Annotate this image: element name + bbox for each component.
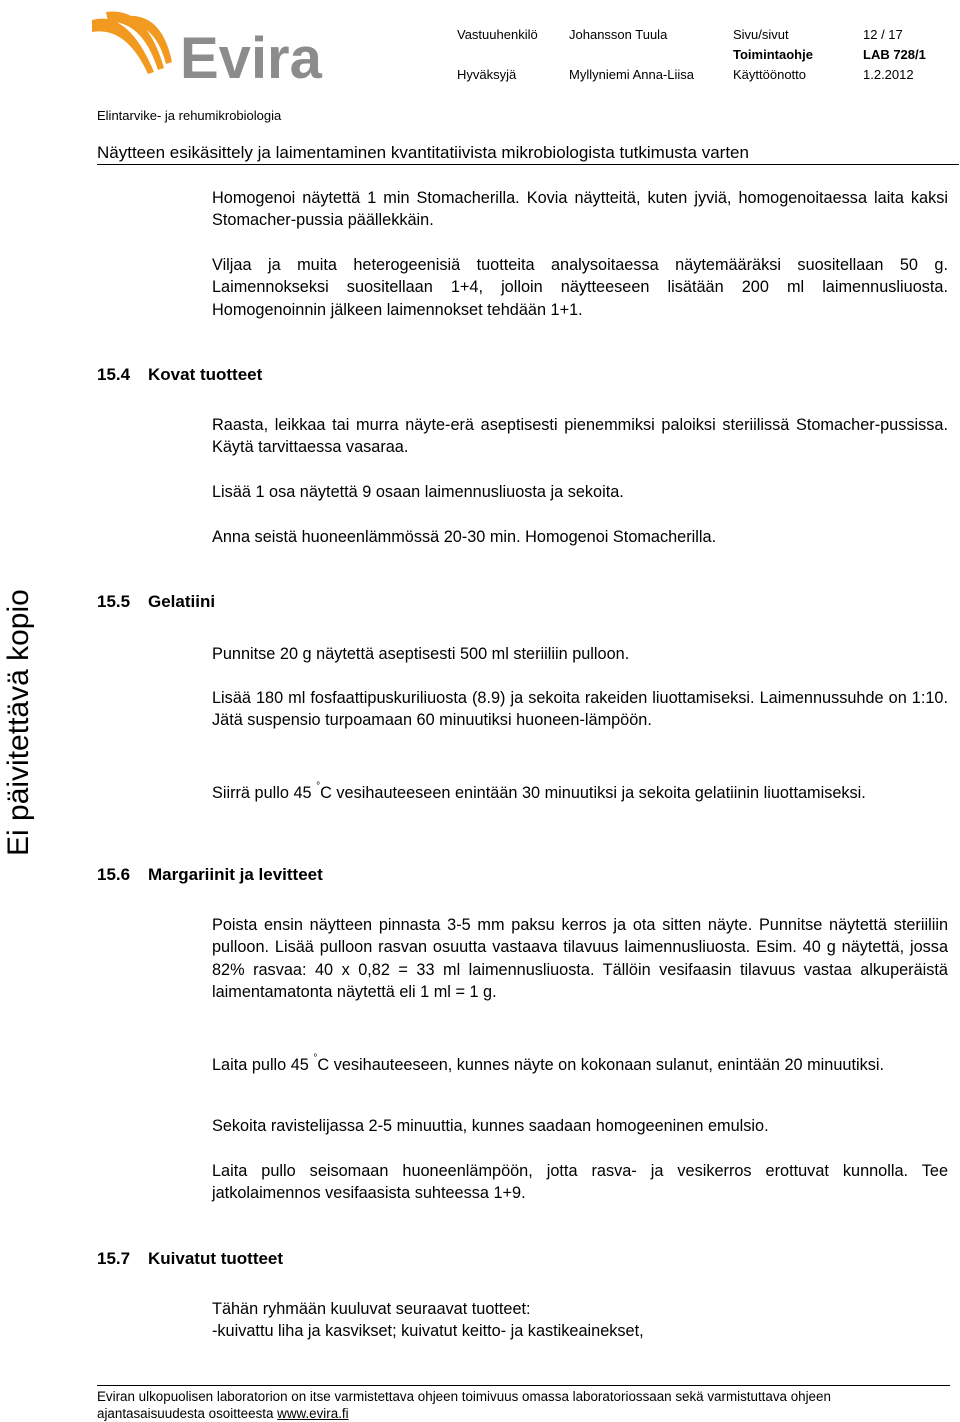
section-heading-15-4: [97, 365, 262, 385]
footer-divider: [97, 1385, 950, 1386]
header-divider: [97, 164, 959, 165]
intro-paragraph-2: Viljaa ja muita heterogeenisiä tuotteita analysoitaessa näytemääräksi suositellaan 50 g. Laimennokseksi suositellaan 1+4, jolloin näytteeseen lisätään 200 ml laimennusliuosta. Homogenoinnin jälkeen laimennokset tehdään 1+1.: [212, 256, 948, 319]
evira-logo-mark: [92, 11, 172, 74]
degree-sign: °: [316, 781, 321, 792]
footer-line-2: ajantasaisuudesta osoitteesta: [97, 1406, 274, 1421]
s155-paragraph-1: Punnitse 20 g näytettä aseptisesti 500 ml steriiliin pulloon.: [212, 645, 630, 663]
section-heading-15-7: [97, 1249, 283, 1269]
deploy-label: Käyttöönotto: [733, 67, 806, 82]
section-number: 15.6: [97, 865, 131, 884]
page-value: 12 / 17: [863, 27, 903, 42]
s155-p3-part-a: Siirrä pullo 45: [212, 784, 312, 802]
watermark: Ei päivitettävä kopio: [2, 589, 35, 856]
section-heading-15-6: [97, 865, 323, 885]
footer-note: [97, 1388, 897, 1422]
section-heading-15-5: [97, 592, 215, 612]
intro-paragraph-1: Homogenoi näytettä 1 min Stomacherilla. Kovia näytteitä, kuten jyviä, homogenoitaessa laita kaksi Stomacher-pussia päällekkäin.: [212, 189, 948, 230]
s155-p3-part-b: C vesihauteeseen enintään 30 minuutiksi ja sekoita gelatiinin liuottamiseksi.: [320, 784, 866, 802]
responsible-label: Vastuuhenkilö: [457, 27, 538, 42]
s154-paragraph-3: Anna seistä huoneenlämmössä 20-30 min. Homogenoi Stomacherilla.: [212, 528, 717, 546]
s156-paragraph-4: Laita pullo seisomaan huoneenlämpöön, jotta rasva- ja vesikerros erottuvat kunnolla. Tee jatkolaimennos vesifaasista suhteessa 1+9.: [212, 1162, 948, 1203]
section-number: 15.5: [97, 592, 131, 611]
degree-sign: °: [313, 1053, 318, 1064]
s154-paragraph-1: Raasta, leikkaa tai murra näyte-erä aseptisesti pienemmiksi paloiksi steriilissä Stomacher-pussissa. Käytä tarvittaessa vasaraa.: [212, 416, 948, 457]
s156-p2-part-a: Laita pullo 45: [212, 1056, 309, 1074]
doc-code: LAB 728/1: [863, 47, 926, 62]
s155-paragraph-2: Lisää 180 ml fosfaattipuskuriliuosta (8.9) ja sekoita rakeiden liuottamiseksi. Laimennussuhde on 1:10. Jätä suspensio turpoamaan 60 minuutiksi huoneen-lämpöön.: [212, 689, 948, 730]
s157-text: [212, 1298, 948, 1343]
s154-paragraph-2: Lisää 1 osa näytettä 9 osaan laimennusliuosta ja sekoita.: [212, 483, 624, 501]
document-title: Näytteen esikäsittely ja laimentaminen kvantitatiivista mikrobiologista tutkimusta varten: [97, 143, 749, 162]
section-number: 15.4: [97, 365, 131, 384]
s156-p2-part-b: C vesihauteeseen, kunnes näyte on kokonaan sulanut, enintään 20 minuutiksi.: [317, 1056, 885, 1074]
section-title: Gelatiini: [148, 592, 216, 611]
s156-paragraph-2: [212, 1048, 948, 1076]
s156-paragraph-3: Sekoita ravistelijassa 2-5 minuuttia, kunnes saadaan homogeeninen emulsio.: [212, 1117, 769, 1135]
responsible-name: Johansson Tuula: [569, 27, 668, 42]
s155-paragraph-3: [212, 776, 948, 804]
s157-line-1: Tähän ryhmään kuuluvat seuraavat tuotteet:: [212, 1300, 531, 1318]
evira-logo: [88, 10, 323, 85]
doc-type: Toimintaohje: [733, 47, 813, 62]
section-title: Kovat tuotteet: [148, 365, 263, 384]
s156-paragraph-1: Poista ensin näytteen pinnasta 3-5 mm paksu kerros ja ota sitten näyte. Punnitse näytettä steriiliin pulloon. Lisää pulloon rasvan osuutta vastaava tilavuus laimennusliuosta. Esim. 40 g näytettä, jossa 82% rasvaa: 40 x 0,82 = 33 ml laimennusliuosta. Tällöin vesifaasin tilavuus vastaa alkuperäistä laimentamatonta näytettä eli 1 ml = 1 g.: [212, 916, 948, 1001]
section-title: Kuivatut tuotteet: [148, 1249, 284, 1268]
section-number: 15.7: [97, 1249, 131, 1268]
s157-line-2: -kuivattu liha ja kasvikset; kuivatut keitto- ja kastikeainekset,: [212, 1322, 644, 1341]
approver-name: Myllyniemi Anna-Liisa: [569, 67, 694, 82]
section-title: Margariinit ja levitteet: [148, 865, 323, 884]
evira-logo-text: Evira: [180, 26, 322, 85]
department: Elintarvike- ja rehumikrobiologia: [97, 108, 282, 123]
evira-website-link[interactable]: www.evira.fi: [277, 1406, 349, 1421]
approver-label: Hyväksyjä: [457, 67, 517, 82]
page-label: Sivu/sivut: [733, 27, 789, 42]
deploy-date: 1.2.2012: [863, 67, 914, 82]
footer-line-1: Eviran ulkopuolisen laboratorion on itse varmistettava ohjeen toimivuus omassa laboratoriossaan sekä varmistuttava ohjeen: [97, 1389, 831, 1404]
